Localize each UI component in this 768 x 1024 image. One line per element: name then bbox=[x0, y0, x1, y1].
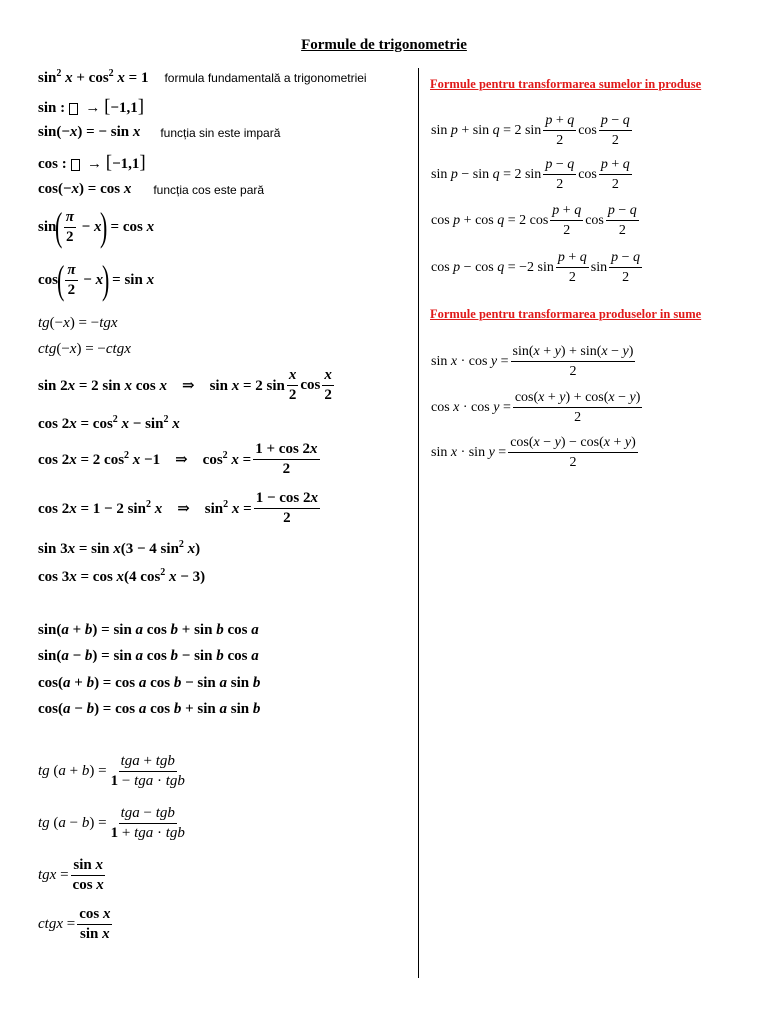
column-divider bbox=[418, 68, 419, 978]
formula-cos-double-1: $\cos 2x = \cos^2 x - \sin^2 x$ bbox=[38, 414, 180, 432]
formula-sin-plus-sin: sin p + sin q = 2 sin $\frac{p + q}{2}$ cos $\frac{p - q}{2}$ bbox=[431, 113, 630, 148]
formula-cos-minus-cos: cos p − cos q = −2 sin $\frac{p + q}{2}$ sin $\frac{p - q}{2}$ bbox=[431, 250, 641, 285]
formula-cos-double-2: cos 2x = 2 $\cos^2 x -1$ ⇒ $\cos^2 x$ = $\frac{1 + \cos 2x}{2}$ bbox=[38, 441, 318, 477]
formula-sin-minus-sin: sin p − sin q = 2 sin $\frac{p - q}{2}$ cos $\frac{p + q}{2}$ bbox=[431, 157, 630, 192]
formula-ctg-odd: ctg (− x ) = − ctgx bbox=[38, 341, 131, 357]
formula-cos-diff: cos(a − b) = cos a cos b + sin a sin b bbox=[38, 701, 261, 717]
formula-sin-triple: sin 3x = sin x(3 − 4 $\sin^2 x$) bbox=[38, 539, 201, 557]
formula-cos-double-3: cos 2x = 1 − 2 $\sin^2 x$ ⇒ $\sin^2 x$ = $\frac{1 - \cos 2x}{2}$ bbox=[38, 490, 318, 526]
note-fundamental: formula fundamentală a trigonometriei bbox=[164, 70, 367, 85]
formula-sin-complement: sin ( $\frac{\pi}{2}$ − x ) = cos x bbox=[38, 204, 155, 249]
formula-sin-double: sin 2x = 2 sin x cos x ⇒ sin x = 2 sin $\frac{x}{2}$ cos $\frac{x}{2}$ bbox=[38, 367, 332, 403]
formula-sin-odd: sin(−x) = − sin x funcția sin este impară bbox=[38, 124, 281, 140]
formula-sin-range: sin : → [−1,1] bbox=[38, 96, 145, 117]
formula-cos-range: cos : → [−1,1] bbox=[38, 152, 146, 173]
formula-cos-sum: cos(a + b) = cos a cos b − sin a sin b bbox=[38, 675, 261, 691]
heading-product-to-sum: Formule pentru transformarea produselor in sume bbox=[430, 307, 702, 321]
formula-tg-diff: tg (a − b) = $\frac{\text{tga − tgb}}{\text{1 + tga · tgb}}$ bbox=[38, 805, 185, 841]
formula-cos-even: cos(−x) = cos x funcția cos este pară bbox=[38, 181, 265, 197]
note-cos-even: funcția cos este pară bbox=[153, 182, 265, 197]
formula-sin-sin-product: sin x · sin y = $\frac{\cos(x - y) - \cos(x + y)}{2}$ bbox=[431, 435, 636, 470]
formula-cos-cos-product: cos x · cos y = $\frac{\cos(x + y) + \cos(x - y)}{2}$ bbox=[431, 390, 641, 425]
formula-sin-cos-product: sin x · cos y = $\frac{\sin(x + y) + \sin(x - y)}{2}$ bbox=[431, 344, 634, 379]
note-sin-odd: funcția sin este impară bbox=[160, 125, 281, 140]
formula-sin-diff: sin(a − b) = sin a cos b − sin b cos a bbox=[38, 648, 259, 664]
heading-sum-to-product: Formule pentru transformarea sumelor in produse bbox=[430, 77, 702, 91]
formula-fundamental: $\sin^2 x + \cos^2 x = 1$ formula fundamentală a trigonometriei bbox=[38, 68, 367, 86]
formula-cos-triple: cos 3x = cos x(4 $\cos^2 x - 3$) bbox=[38, 567, 206, 585]
formula-tg-odd: tg (− x ) = − tgx bbox=[38, 315, 118, 331]
page-title: Formule de trigonometrie bbox=[301, 37, 467, 53]
formula-ctg-def: ctgx = $\frac{\text{cos x}}{\text{sin x}}$ bbox=[38, 906, 111, 942]
formula-tg-sum: tg (a + b) = $\frac{\text{tga + tgb}}{\text{1 − tga · tgb}}$ bbox=[38, 753, 185, 789]
formula-cos-complement: cos ( $\frac{\pi}{2}$ − x ) = sin x bbox=[38, 257, 155, 302]
formula-cos-plus-cos: cos p + cos q = 2 cos $\frac{p + q}{2}$ cos $\frac{p - q}{2}$ bbox=[431, 203, 637, 238]
formula-sin-sum: sin(a + b) = sin a cos b + sin b cos a bbox=[38, 622, 259, 638]
formula-tg-def: tgx = $\frac{\text{sin x}}{\text{cos x}}$ bbox=[38, 857, 104, 893]
